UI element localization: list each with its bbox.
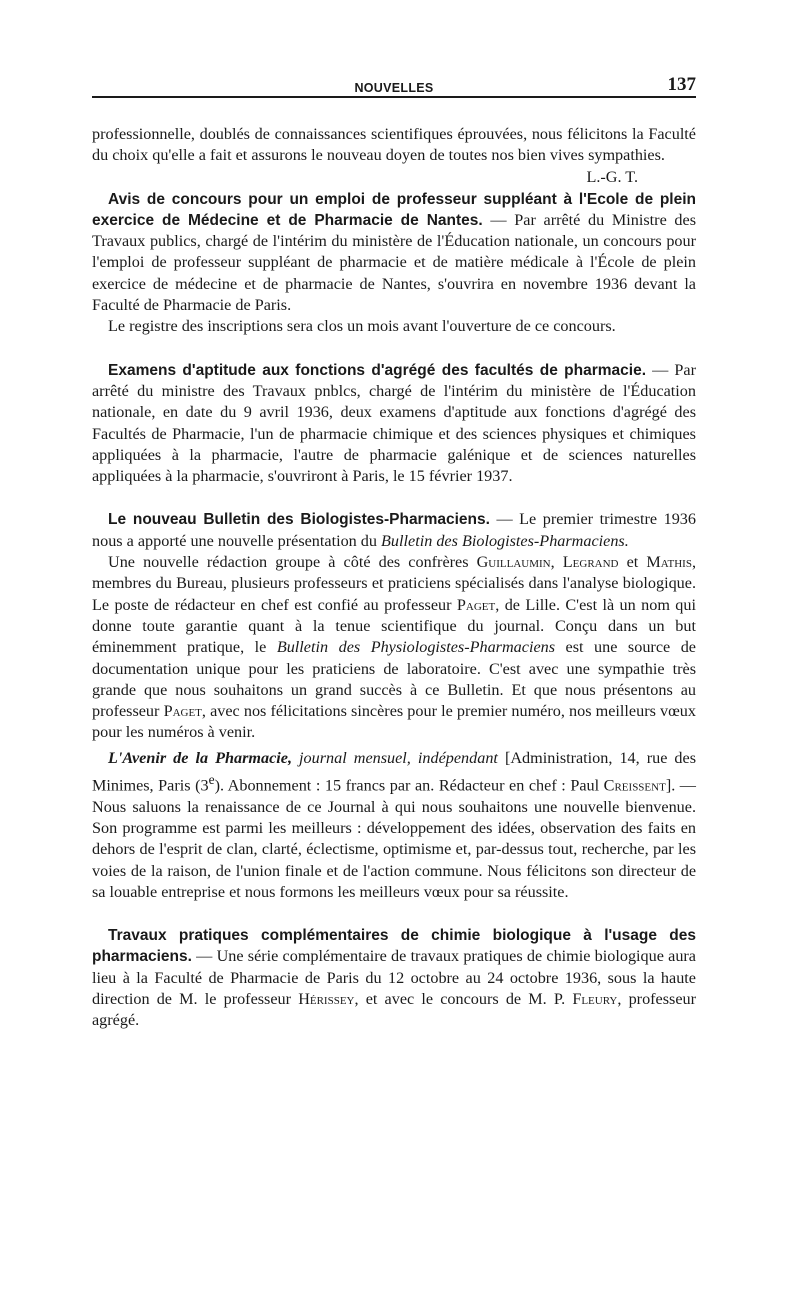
intro-text: professionnelle, doublés de connaissances scientifiques éprouvées, nous félicitons la Faculté du choix qu'elle a fait et assurons le nouveau doyen de toutes nos bien vives sympathies.	[92, 125, 696, 165]
name-herissey: Hérissey	[298, 990, 355, 1009]
bulletin-text-2e: , de Lille. C'est là un nom qui donne toute garantie quant à la tenue scientifique du journal. Conçu dans un but éminemment pratique, le	[92, 595, 696, 657]
bulletin-heading: Le nouveau Bulletin des Biologistes-Pharmaciens.	[108, 511, 490, 529]
avis-paragraph	[92, 189, 696, 317]
bulletin-text-1: — Le premier trimestre 1936 nous a apporté une nouvelle présentation du	[92, 510, 696, 550]
bulletin-text-2a: Une nouvelle rédaction groupe à côté des confrères	[108, 553, 477, 572]
journal-page	[92, 70, 696, 1032]
name-legrand: Legrand	[562, 553, 619, 572]
section-avis-concours	[92, 189, 696, 338]
travaux-text-b: , et avec le concours de M. P.	[354, 990, 573, 1009]
avenir-subtitle: journal mensuel, indépendant	[292, 748, 498, 767]
bulletin-text-2g: , avec nos félicitations sincères pour le premier numéro, nos meilleurs vœux pour les numéros à venir.	[92, 702, 696, 742]
bulletin-text-2c: et	[618, 553, 647, 572]
examens-paragraph	[92, 360, 696, 488]
bulletin-physiologistes-title: Bulletin des Physiologistes-Pharmaciens	[276, 638, 556, 657]
page-number: 137	[667, 74, 696, 95]
name-paget-2: Paget	[163, 702, 202, 721]
name-paget: Paget	[456, 595, 496, 614]
bulletin-journal-title: Bulletin des Biologistes-Pharmaciens.	[381, 531, 629, 550]
bulletin-text-2d: , membres du Bureau, plusieurs professeurs et praticiens spécialisés dans l'analyse biologique. Le poste de rédacteur en chef est confié au professeur	[92, 553, 697, 614]
avis-body-2: Le registre des inscriptions sera clos un mois avant l'ouverture de ce concours.	[108, 317, 616, 336]
running-title: NOUVELLES	[354, 81, 434, 95]
section-bulletin	[92, 509, 696, 903]
travaux-text-a: — Une série complémentaire de travaux pratiques de chimie biologique aura lieu à la Faculté de Pharmacie de Paris du 12 octobre au 24 octobre 1936, sous la haute direction de M. le professeur	[92, 947, 696, 1009]
avenir-text-a: [Administration, 14, rue des Minimes, Paris (3	[92, 748, 697, 795]
avis-heading: Avis de concours pour un emploi de professeur suppléant à l'Ecole de plein exercice de Médecine et de Pharmacie de Nantes.	[92, 190, 696, 229]
name-mathis: Mathis	[646, 553, 692, 572]
intro-paragraph	[92, 124, 696, 186]
avenir-title: L'Avenir de la Pharmacie,	[108, 748, 293, 767]
name-creissent: Creissent	[603, 776, 666, 795]
signature: L.-G. T.	[586, 167, 638, 186]
section-examens	[92, 360, 696, 488]
travaux-paragraph	[92, 925, 696, 1031]
examens-body: — Par arrêté du ministre des Travaux pnblcs, chargé de l'intérim du ministère de l'Éducation nationale, en date du 9 avril 1936, deux examens d'aptitude aux fonctions d'agrégé des Facultés de Pharmacie, l'un de pharmacie chimique et des sciences physiques et chimiques appliquées à la pharmacie, l'autre de pharmacie galénique et de sciences naturelles appliquées à la pharmacie, s'ouvriront à Paris, le 15 février 1937.	[92, 360, 696, 486]
avis-paragraph-2	[92, 316, 696, 337]
section-travaux	[92, 925, 696, 1031]
avenir-text-b: ). Abonnement : 15 francs par an. Rédacteur en chef : Paul	[214, 776, 604, 795]
examens-heading: Examens d'aptitude aux fonctions d'agrégé des facultés de pharmacie.	[108, 361, 647, 379]
travaux-heading: Travaux pratiques complémentaires de chimie biologique à l'usage des pharmaciens.	[92, 927, 696, 966]
bulletin-paragraph-2	[92, 552, 696, 744]
avis-body: — Par arrêté du Ministre des Travaux publics, chargé de l'intérim du ministère de l'Éducation nationale, un concours pour l'emploi de professeur suppléant de pharmacie et de matière médicale à l'École de plein exercice de médecine et de pharmacie de Nantes, s'ouvrira en novembre 1936 devant la Faculté de Pharmacie de Paris.	[92, 210, 697, 315]
page-header	[92, 70, 696, 98]
name-guillaumin: Guillaumin	[476, 553, 551, 572]
bulletin-paragraph-1	[92, 509, 696, 552]
avenir-text-c: ]. — Nous saluons la renaissance de ce Journal à qui nous souhaitons une nouvelle bienvenue. Son programme est parmi les meilleurs : développement des idées, observation des faits en dehors de l'esprit de clan, clarté, éclectisme, optimisme et, par-dessus tout, recherche, par les voies de la raison, de l'union finale et de l'action commune. Nous félicitons son directeur de sa louable entreprise et nous formons les meilleurs vœux pour sa réussite.	[92, 776, 696, 901]
bulletin-text-2b: ,	[550, 553, 563, 572]
avenir-superscript: e	[208, 772, 215, 788]
name-fleury: Fleury	[572, 990, 618, 1009]
bulletin-text-2f: est une source de documentation unique pour les praticiens de laboratoire. C'est avec une sympathie très grande que nous souhaitons un grand succès à ce Bulletin. Et que nous présentons au professeur	[92, 638, 696, 721]
travaux-text-c: , professeur agrégé.	[92, 990, 697, 1030]
avenir-paragraph	[92, 748, 696, 903]
